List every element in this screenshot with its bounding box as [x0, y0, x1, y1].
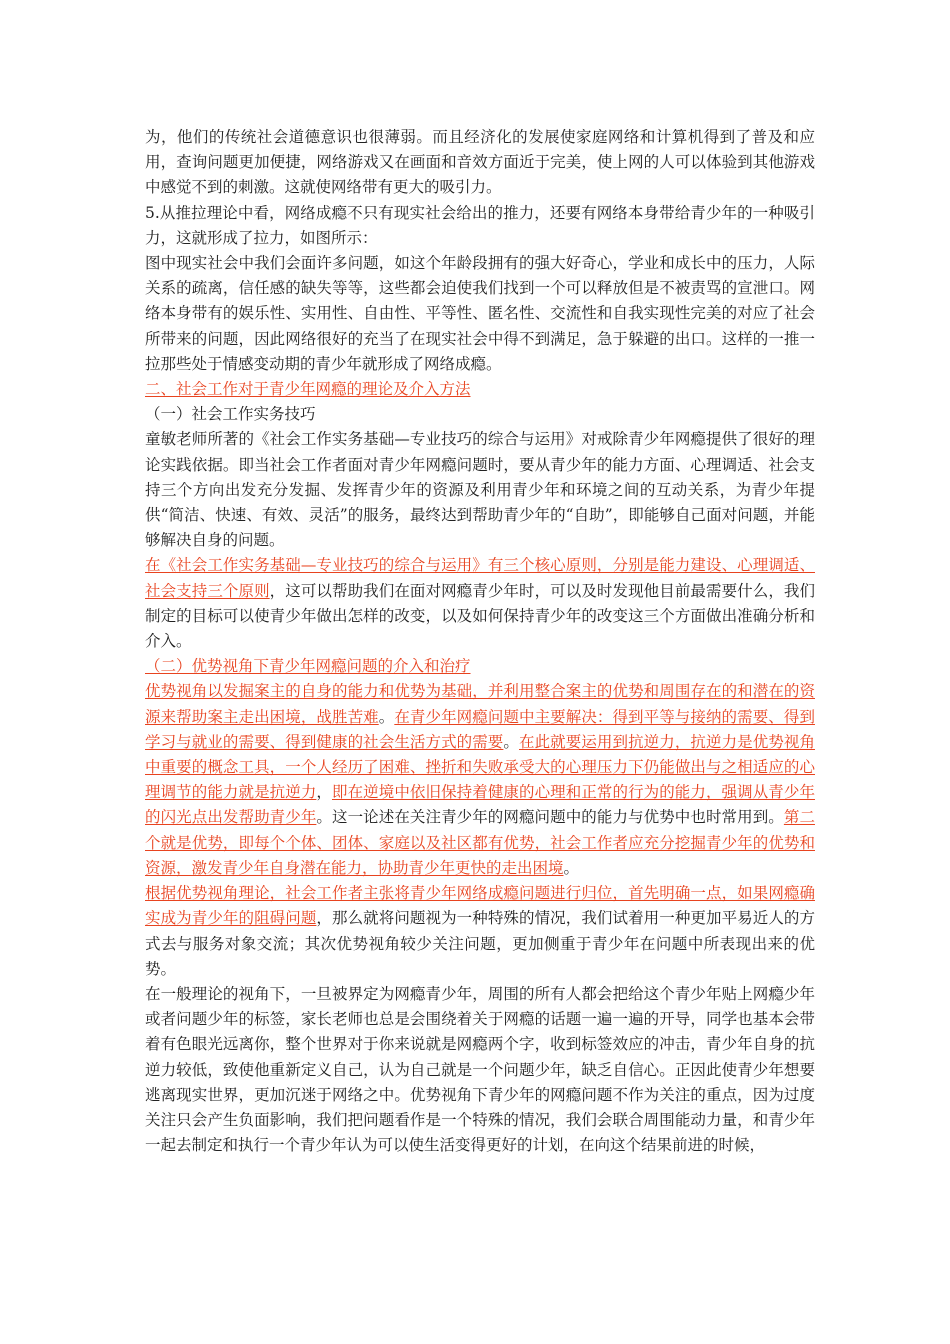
subsection-heading-strength-perspective — [145, 654, 815, 679]
subsection-heading-practice-skills — [145, 402, 815, 427]
paragraph-reframing-problem — [145, 881, 815, 982]
highlighted-text-segment: 在《社会工作实务基础—专业技巧的综合与运用》有三个核心原则，分别是能力建设、心理调适、社会支持三个原则 — [145, 556, 815, 600]
paragraph-strength-perspective — [145, 679, 815, 881]
section-heading-social-work — [145, 377, 815, 402]
highlighted-text-segment: 在此就要运用到抗逆力，抗逆力是优势视角中重要的概念工具，一个人经历了困难、挫折和失败承受大的心理压力下仍能做出与之相适应的心理调节的能力就是抗逆力 — [145, 732, 815, 802]
text-segment: 。 — [378, 707, 395, 726]
text-segment: 5.从推拉理论中看，网络成瘾不只有现实社会给出的推力，还要有网络本身带给青少年的一种吸引力，这就形成了拉力，如图所示： — [145, 203, 815, 247]
paragraph-tongmin-book — [145, 427, 815, 553]
highlighted-text-segment: 根据优势视角理论，社会工作者主张将青少年网络成瘾问题进行归位，首先明确一点，如果网瘾确实成为青少年的阻碍问题 — [145, 884, 815, 928]
text-segment: ， — [316, 783, 332, 802]
paragraph-labeling-effect — [145, 982, 815, 1158]
text-segment: （一）社会工作实务技巧 — [145, 405, 316, 424]
text-segment: 。 — [563, 858, 580, 877]
text-segment: 。 — [503, 732, 519, 751]
highlighted-text-segment: 优势视角以发掘案主的自身的能力和优势为基础，并利用整合案主的优势和周围存在的和潜在的资源来帮助案主走出困境，战胜苦难 — [145, 682, 815, 726]
paragraph-three-principles — [145, 553, 815, 654]
text-segment: 。这一论述在关注青少年的网瘾问题中的能力与优势中也时常用到。 — [316, 808, 784, 827]
highlighted-text-segment: （二）优势视角下青少年网瘾问题的介入和治疗 — [145, 657, 471, 676]
text-segment: ，这可以帮助我们在面对网瘾青少年时，可以及时发现他目前最需要什么，我们制定的目标可以使青少年做出怎样的改变，以及如何保持青少年的改变这三个方面做出准确分析和介入。 — [145, 581, 815, 651]
highlighted-text-segment: 即在逆境中依旧保持着健康的心理和正常的行为的能力，强调从青少年的闪光点出发帮助青少年 — [145, 783, 815, 827]
text-segment: 在一般理论的视角下，一旦被界定为网瘾青少年，周围的所有人都会把给这个青少年贴上网瘾少年或者问题少年的标签，家长老师也总是会围绕着关于网瘾的话题一遍一遍的开导，同学也基本会带着有色眼光远离你，整个世界对于你来说就是网瘾两个字，收到标签效应的冲击，青少年自身的抗逆力较低，致使他重新定义自己，认为自己就是一个问题少年，缺乏自信心。正因此使青少年想要逃离现实世界，更加沉迷于网络之中。优势视角下青少年的网瘾问题不作为关注的重点，因为过度关注只会产生负面影响，我们把问题看作是一个特殊的情况，我们会联合周围能动力量，和青少年一起去制定和执行一个青少年认为可以使生活变得更好的计划，在向这个结果前进的时候， — [145, 984, 815, 1155]
document-page — [145, 125, 815, 1158]
text-segment: 图中现实社会中我们会面许多问题，如这个年龄段拥有的强大好奇心，学业和成长中的压力，人际关系的疏离，信任感的缺失等等，这些都会迫使我们找到一个可以释放但是不被责骂的宣泄口。网络本身带有的娱乐性、实用性、自由性、平等性、匿名性、交流性和自我实现性完美的对应了社会所带来的问题，因此网络很好的充当了在现实社会中得不到满足，急于躲避的出口。这样的一推一拉那些处于情感变动期的青少年就形成了网络成瘾。 — [145, 254, 815, 373]
text-segment: ，那么就将问题视为一种特殊的情况，我们试着用一种更加平易近人的方式去与服务对象交流；其次优势视角较少关注问题，更加侧重于青少年在问题中所表现出来的优势。 — [145, 909, 815, 978]
text-segment: 为，他们的传统社会道德意识也很薄弱。而且经济化的发展使家庭网络和计算机得到了普及和应用，查询问题更加便捷，网络游戏又在画面和音效方面近于完美，使上网的人可以体验到其他游戏中感觉不到的刺激。这就使网络带有更大的吸引力。 — [145, 128, 815, 197]
paragraph-figure-explanation — [145, 251, 815, 377]
paragraph-intro-continuation — [145, 125, 815, 201]
highlighted-text-segment: 二、社会工作对于青少年网瘾的理论及介入方法 — [145, 380, 471, 399]
highlighted-text-segment: 在青少年网瘾问题中主要解决：得到平等与接纳的需要、得到学习与就业的需要、得到健康的社会生活方式的需要 — [145, 707, 815, 751]
paragraph-push-pull-theory — [145, 201, 815, 251]
highlighted-text-segment: 第二个就是优势，即每个个体、团体、家庭以及社区都有优势，社会工作者应充分挖掘青少年的优势和资源，激发青少年自身潜在能力，协助青少年更快的走出困境 — [145, 808, 815, 877]
text-segment: 童敏老师所著的《社会工作实务基础—专业技巧的综合与运用》对戒除青少年网瘾提供了很好的理论实践依据。即当社会工作者面对青少年网瘾问题时，要从青少年的能力方面、心理调适、社会支持三个方向出发充分发掘、发挥青少年的资源及利用青少年和环境之间的互动关系，为青少年提供“简洁、快速、有效、灵活”的服务，最终达到帮助青少年的“自助”，即能够自己面对问题，并能够解决自身的问题。 — [145, 430, 815, 550]
